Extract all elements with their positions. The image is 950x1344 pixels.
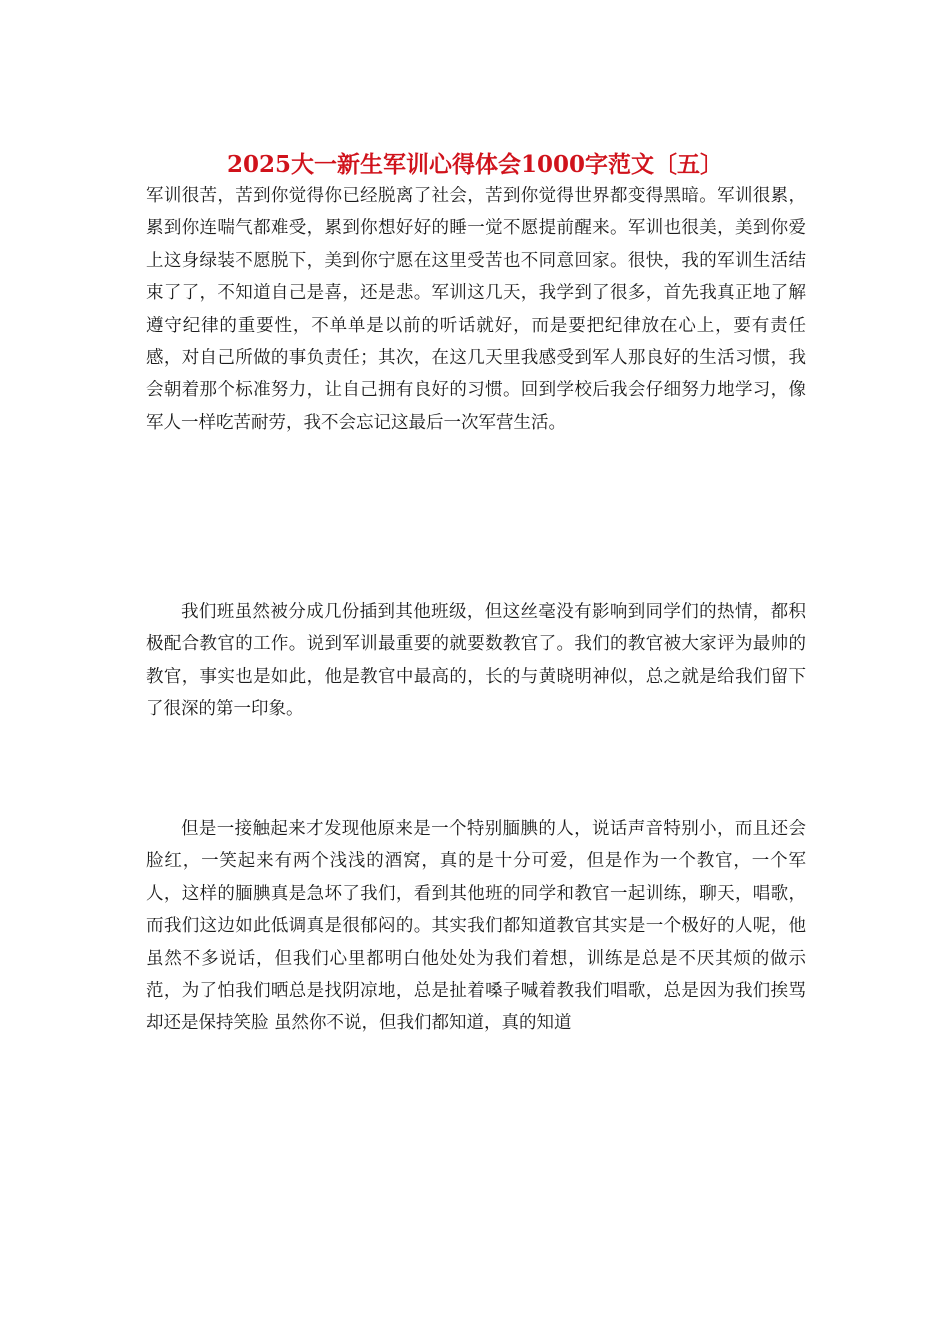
paragraph-1: 军训很苦，苦到你觉得你已经脱离了社会，苦到你觉得世界都变得黑暗。军训很累，累到你连喘气都难受，累到你想好好的睡一觉不愿提前醒来。军训也很美，美到你爱上这身绿装不愿脱下，美到你宁愿在这里受苦也不同意回家。很快，我的军训生活结束了了，不知道自己是喜，还是悲。军训这几天，我学到了很多，首先我真正地了解遵守纪律的重要性，不单单是以前的听话就好，而是要把纪律放在心上，要有责任感，对自己所做的事负责任；其次，在这几天里我感受到军人那良好的生活习惯，我会朝着那个标准努力，让自己拥有良好的习惯。回到学校后我会仔细努力地学习，像军人一样吃苦耐劳，我不会忘记这最后一次军营生活。	[146, 186, 806, 433]
document-title: 2025大一新生军训心得体会1000字范文〔五〕	[226, 151, 724, 178]
paragraph-3: 但是一接触起来才发现他原来是一个特别腼腆的人，说话声音特别小，而且还会脸红，一笑起来有两个浅浅的酒窝，真的是十分可爱，但是作为一个教官，一个军人，这样的腼腆真是急坏了我们，看到其他班的同学和教官一起训练，聊天，唱歌，而我们这边如此低调真是很郁闷的。其实我们都知道教官其实是一个极好的人呢，他虽然不多说话，但我们心里都明白他处处为我们着想，训练是总是不厌其烦的做示范，为了怕我们晒总是找阴凉地，总是扯着嗓子喊着教我们唱歌，总是因为我们挨骂却还是保持笑脸 虽然你不说，但我们都知道，真的知道	[146, 819, 806, 1034]
paragraph-2: 我们班虽然被分成几份插到其他班级，但这丝毫没有影响到同学们的热情，都积极配合教官的工作。说到军训最重要的就要数教官了。我们的教官被大家评为最帅的教官，事实也是如此，他是教官中最高的，长的与黄晓明神似，总之就是给我们留下了很深的第一印象。	[146, 602, 806, 720]
